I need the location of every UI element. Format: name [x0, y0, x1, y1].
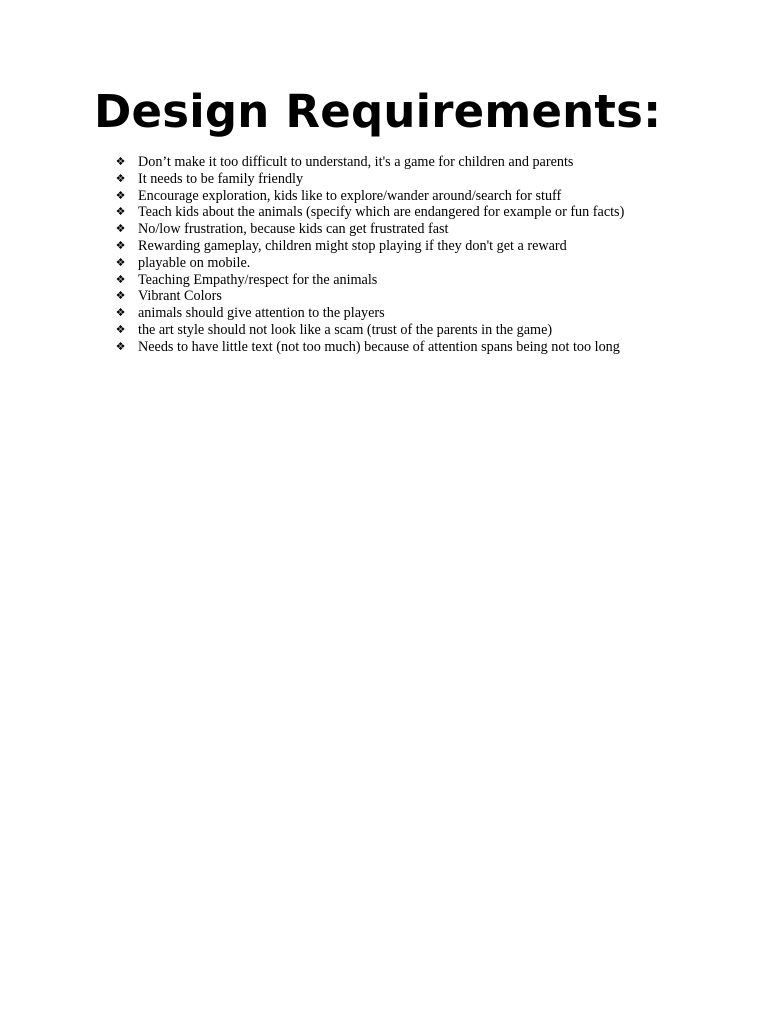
- bullet-icon: ❖: [115, 188, 126, 202]
- list-item: [114, 154, 624, 171]
- list-item: [114, 221, 624, 238]
- list-item: [114, 305, 624, 322]
- list-item-text: Rewarding gameplay, children might stop playing if they don't get a reward: [138, 237, 567, 254]
- list-item-text: animals should give attention to the players: [138, 305, 385, 322]
- bullet-icon: ❖: [115, 171, 126, 185]
- list-item: [114, 238, 624, 255]
- bullet-icon: ❖: [115, 306, 126, 320]
- bullet-icon: ❖: [115, 238, 126, 252]
- list-item: [114, 188, 624, 205]
- list-item-text: Encourage exploration, kids like to explore/wander around/search for stuff: [138, 187, 562, 204]
- list-item-text: Teaching Empathy/respect for the animals: [138, 271, 378, 288]
- list-item-text: No/low frustration, because kids can get frustrated fast: [138, 221, 449, 238]
- bullet-icon: ❖: [115, 255, 126, 269]
- list-item: [114, 272, 624, 289]
- list-item: [114, 171, 624, 188]
- list-item-text: It needs to be family friendly: [138, 170, 304, 187]
- list-item-text: Don’t make it too difficult to understand, it's a game for children and parents: [138, 154, 574, 170]
- bullet-icon: ❖: [115, 222, 126, 236]
- list-item-text: the art style should not look like a scam (trust of the parents in the game): [138, 321, 553, 338]
- requirements-list: [114, 154, 624, 356]
- list-item-text: Teach kids about the animals (specify which are endangered for example or fun facts): [138, 204, 625, 221]
- bullet-icon: ❖: [115, 289, 126, 303]
- list-item: [114, 322, 624, 339]
- bullet-icon: ❖: [115, 322, 126, 336]
- page-title: Design Requirements:: [94, 85, 662, 138]
- list-item-text: playable on mobile.: [138, 254, 251, 271]
- list-item-text: Vibrant Colors: [138, 288, 222, 305]
- list-item: [114, 255, 624, 272]
- list-item: [114, 339, 624, 356]
- list-item-text: Needs to have little text (not too much) because of attention spans being not too long: [138, 338, 620, 355]
- bullet-icon: ❖: [115, 205, 126, 219]
- bullet-icon: ❖: [115, 339, 126, 353]
- list-item: [114, 288, 624, 305]
- bullet-icon: ❖: [115, 272, 126, 286]
- list-item: [114, 204, 624, 221]
- bullet-icon: ❖: [115, 155, 126, 168]
